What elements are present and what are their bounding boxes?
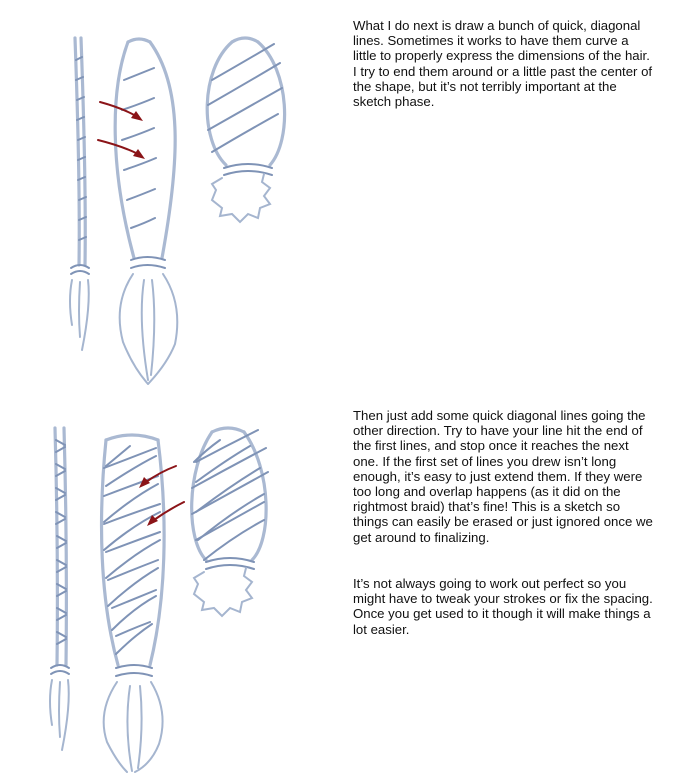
middle-braid-sketch	[102, 435, 165, 772]
step2-paragraph: Then just add some quick diagonal lines going the other direction. Try to have your line hit the end of the first lines, and stop once it reaches the next one. If the first set of lines you drew isn’t long enough, it’s easy to just extend them. If they were too long and overlap happens (as it did on the rightmost braid) that’s fine! This is a sketch so things can easily be erased or just ignored once we get around to finalizing.	[353, 408, 653, 545]
step2-note-paragraph: It’s not always going to work out perfect so you might have to tweak your strokes or fix the spacing. Once you get used to it though it will make things a lot easier.	[353, 576, 653, 637]
step1-paragraph: What I do next is draw a bunch of quick, diagonal lines. Sometimes it works to have them curve a little to properly express the dimensions of the hair. I try to end them around or a little past the center of the shape, but it’s not terribly important at the sketch phase.	[353, 18, 653, 110]
right-braid-sketch	[192, 428, 268, 616]
thin-braid-sketch	[50, 428, 69, 750]
